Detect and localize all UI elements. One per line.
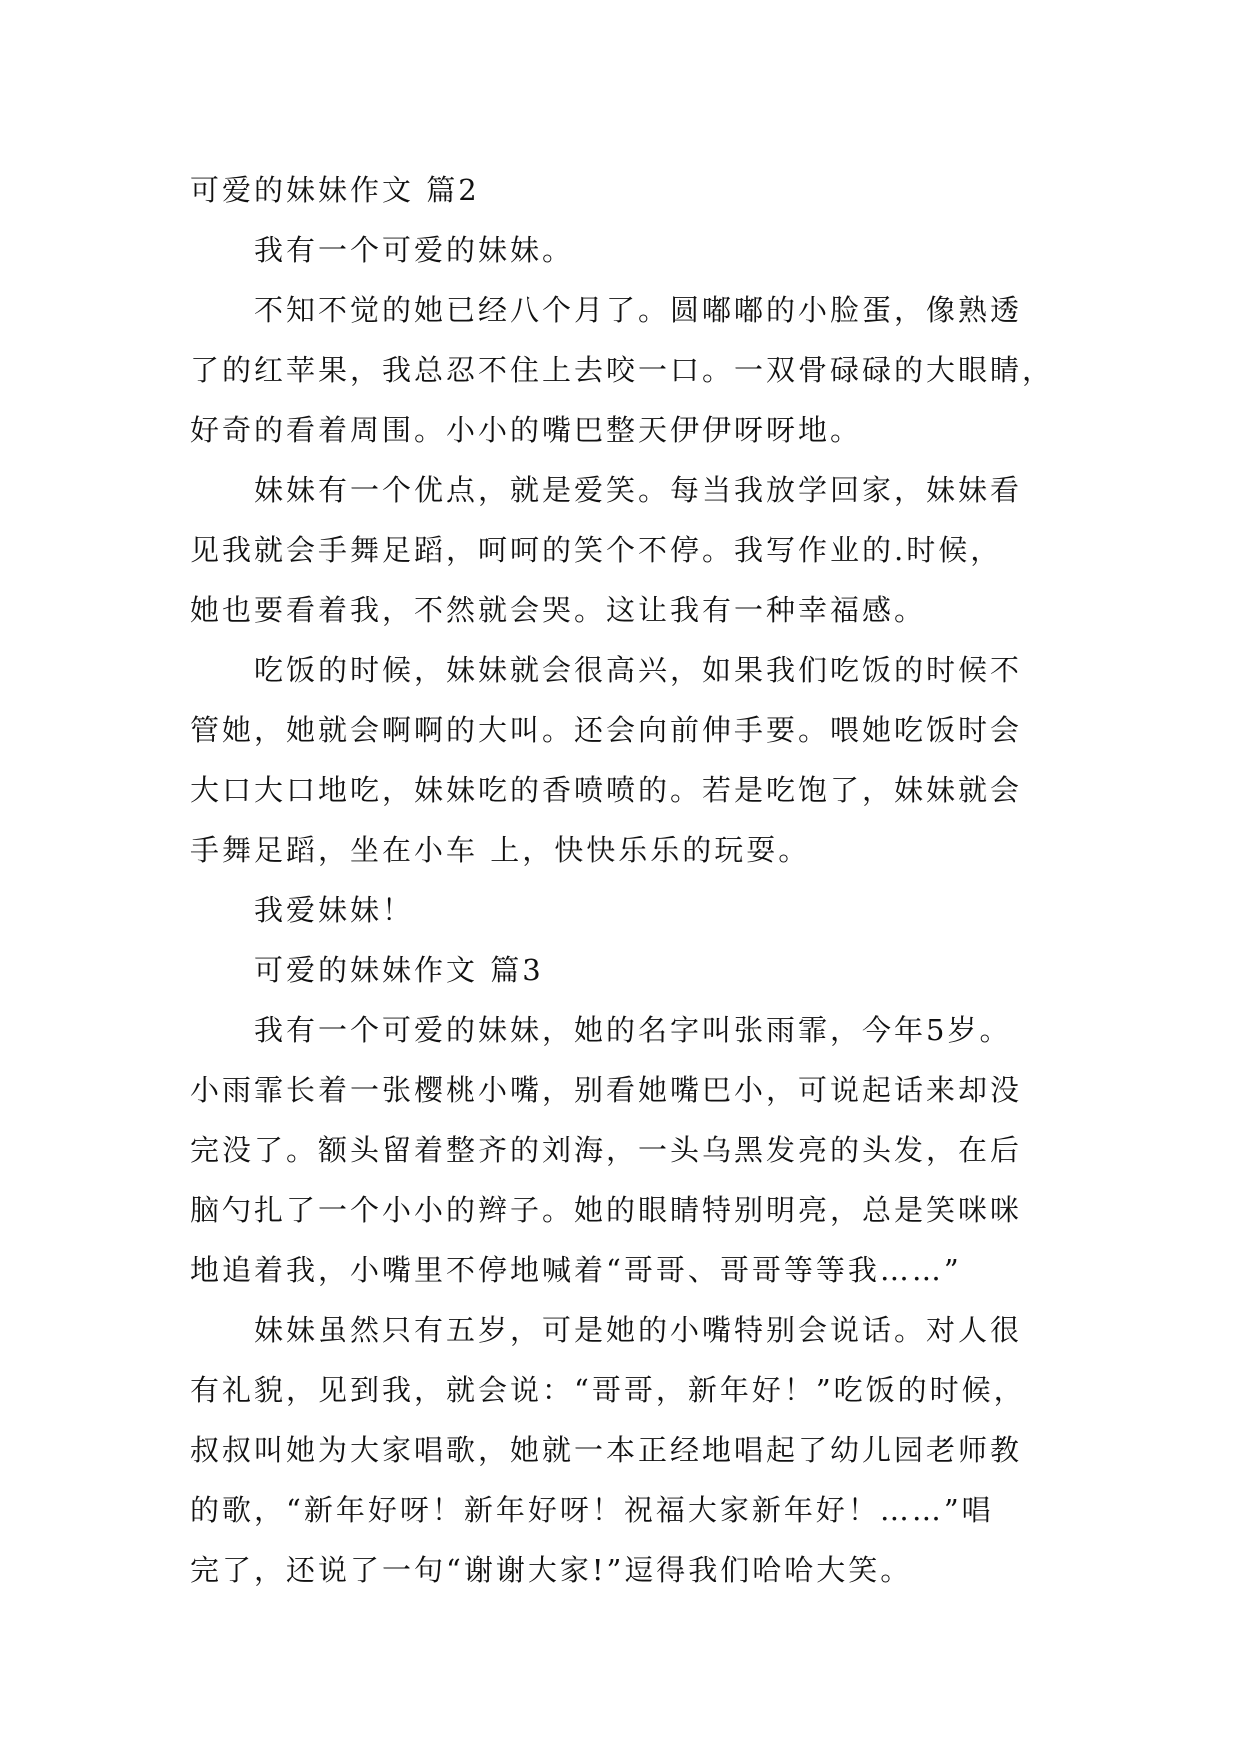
document-body <box>190 160 1055 1600</box>
paragraph-line: 完了，还说了一句“谢谢大家!”逗得我们哈哈大笑。 <box>190 1553 913 1587</box>
paragraph-line: 了的红苹果，我总忍不住上去咬一口。一双骨碌碌的大眼睛， <box>190 353 1055 387</box>
paragraph-line: 妹妹有一个优点，就是爱笑。每当我放学回家，妹妹看 <box>254 473 1023 507</box>
paragraph-line: 我有一个可爱的妹妹，她的名字叫张雨霏，今年5岁。 <box>254 1013 1012 1047</box>
paragraph-line: 好奇的看着周围。小小的嘴巴整天伊伊呀呀地。 <box>190 413 863 447</box>
paragraph-line: 吃饭的时候，妹妹就会很高兴，如果我们吃饭的时候不 <box>254 653 1023 687</box>
paragraph-line: 手舞足蹈，坐在小车 上，快快乐乐的玩耍。 <box>190 833 811 867</box>
paragraph-line: 小雨霏长着一张樱桃小嘴，别看她嘴巴小，可说起话来却没 <box>190 1073 1023 1107</box>
paragraph-line: 的歌，“新年好呀！新年好呀！祝福大家新年好！……”唱 <box>190 1493 994 1527</box>
paragraph-line: 她也要看着我，不然就会哭。这让我有一种幸福感。 <box>190 593 927 627</box>
paragraph-line: 我有一个可爱的妹妹。 <box>254 233 575 267</box>
paragraph-line: 大口大口地吃，妹妹吃的香喷喷的。若是吃饱了，妹妹就会 <box>190 773 1023 807</box>
paragraph-line: 脑勺扎了一个小小的辫子。她的眼睛特别明亮，总是笑咪咪 <box>190 1193 1023 1227</box>
section-heading: 可爱的妹妹作文 篇2 <box>190 173 480 207</box>
paragraph-line: 见我就会手舞足蹈，呵呵的笑个不停。我写作业的.时候， <box>190 533 1003 567</box>
paragraph-line: 有礼貌，见到我，就会说：“哥哥，新年好！”吃饭的时候， <box>190 1373 1026 1407</box>
paragraph-line: 叔叔叫她为大家唱歌，她就一本正经地唱起了幼儿园老师教 <box>190 1433 1023 1467</box>
paragraph-line: 不知不觉的她已经八个月了。圆嘟嘟的小脸蛋，像熟透 <box>254 293 1023 327</box>
section-heading: 可爱的妹妹作文 篇3 <box>254 953 544 987</box>
paragraph-line: 地追着我，小嘴里不停地喊着“哥哥、哥哥等等我……” <box>190 1253 962 1287</box>
paragraph-line: 妹妹虽然只有五岁，可是她的小嘴特别会说话。对人很 <box>254 1313 1023 1347</box>
paragraph-line: 我爱妹妹！ <box>254 893 415 927</box>
paragraph-line: 管她，她就会啊啊的大叫。还会向前伸手要。喂她吃饭时会 <box>190 713 1023 747</box>
paragraph-line: 完没了。额头留着整齐的刘海，一头乌黑发亮的头发，在后 <box>190 1133 1023 1167</box>
